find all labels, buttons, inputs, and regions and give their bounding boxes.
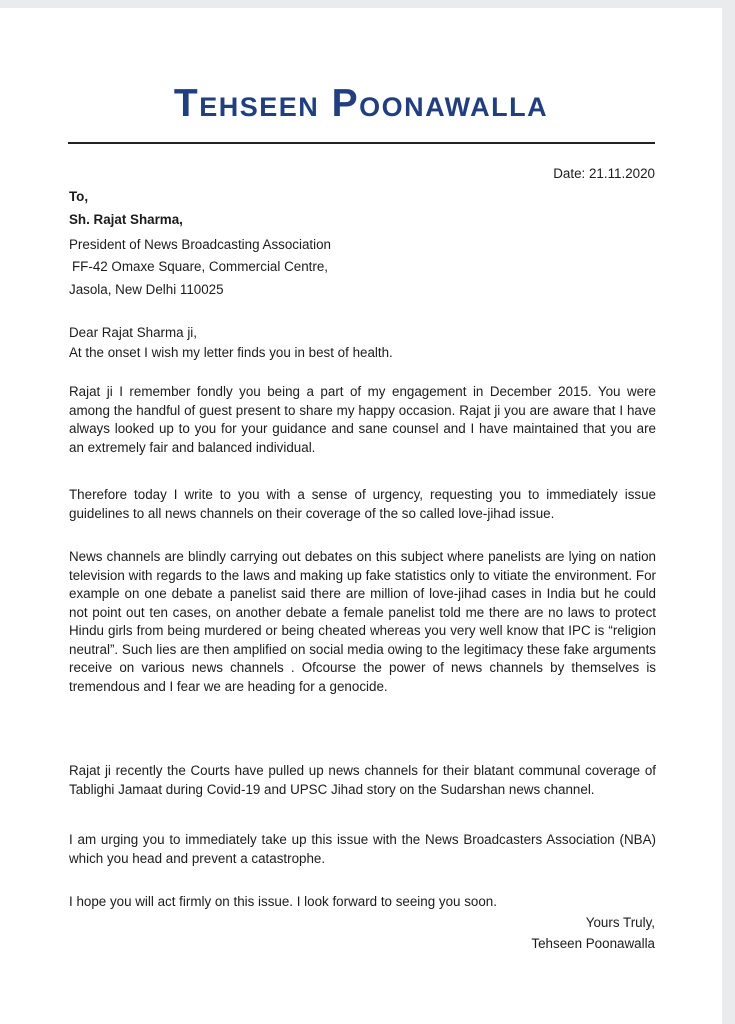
signature-name: Tehseen Poonawalla (531, 936, 655, 951)
salutation: Dear Rajat Sharma ji, (69, 325, 198, 340)
letter-page (0, 8, 722, 1024)
letter-date: Date: 21.11.2020 (553, 166, 655, 181)
letterhead-divider (68, 142, 655, 144)
body-paragraph: I am urging you to immediately take up this issue with the News Broadcasters Association (NBA) which you head and prevent a catastrophe. (69, 832, 656, 866)
body-paragraph: Therefore today I write to you with a sense of urgency, requesting you to immediately issue guidelines to all news channels on their coverage of the so called love-jihad issue. (69, 487, 656, 521)
closing-line: I hope you will act firmly on this issue. I look forward to seeing you soon. (69, 894, 497, 909)
to-label: To, (69, 189, 89, 204)
recipient-address-line: FF-42 Omaxe Square, Commercial Centre, (72, 259, 328, 274)
recipient-title: President of News Broadcasting Association (69, 237, 331, 252)
body-paragraph: Rajat ji I remember fondly you being a part of my engagement in December 2015. You were among the handful of guest present to share my happy occasion. Rajat ji you are aware that I have always looked up to you for your guidance and sane counsel and I have maintained that you are an extremely fair and balanced individual. (69, 384, 656, 455)
recipient-name: Sh. Rajat Sharma, (69, 212, 183, 227)
sign-off: Yours Truly, (585, 915, 655, 930)
body-paragraph: News channels are blindly carrying out debates on this subject where panelists are lying on nation television with regards to the laws and making up fake statistics only to vitiate the environment. For example on one debate a panelist said there are million of love-jihad cases in India but he could not point out ten cases, on another debate a female panelist told me there are no laws to protect Hindu girls from being murdered or being cheated whereas you very well know that IPC is “religion neutral”. Such lies are then amplified on social media owing to the legitimacy these fake arguments receive on various news channels . Ofcourse the power of news channels by themselves is tremendous and I fear we are heading for a genocide. (69, 549, 656, 694)
recipient-city: Jasola, New Delhi 110025 (69, 282, 224, 297)
opening-line: At the onset I wish my letter finds you in best of health. (69, 345, 393, 360)
body-paragraph: Rajat ji recently the Courts have pulled up news channels for their blatant communal coverage of Tablighi Jamaat during Covid-19 and UPSC Jihad story on the Sudarshan news channel. (69, 763, 656, 797)
letterhead-name: Tehseen Poonawalla (173, 82, 549, 125)
